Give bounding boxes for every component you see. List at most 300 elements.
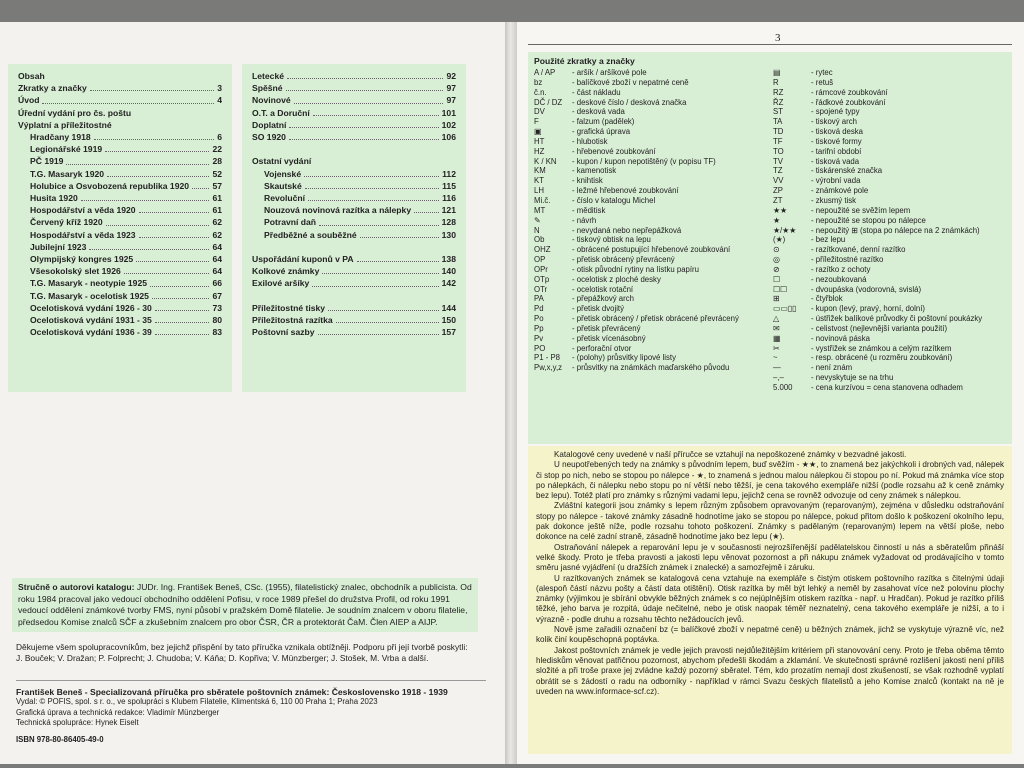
abbreviation-meaning: - nezoubkovaná: [811, 274, 867, 284]
toc-leader-dots: [319, 225, 439, 226]
toc-leader-dots: [155, 322, 210, 323]
toc-entry-page: 106: [441, 132, 456, 143]
toc-leader-dots: [139, 237, 210, 238]
toc-entry-title: Ocelotisková vydání 1931 - 35: [30, 315, 152, 326]
toc-entry: [18, 326, 222, 338]
abbreviation-row: [773, 265, 1006, 275]
toc-leader-dots: [155, 310, 210, 311]
abbreviation-row: [534, 98, 767, 108]
abbreviation-row: [534, 166, 767, 176]
abbreviation-row: [773, 88, 1006, 98]
toc-leader-dots: [89, 249, 209, 250]
toc-entry: [18, 314, 222, 326]
toc-entry-title: T.G. Masaryk 1920: [30, 168, 105, 179]
toc-entry-title: Hradčany 1918: [30, 132, 91, 143]
toc-entry: [18, 277, 222, 289]
abbreviation-row: [534, 353, 767, 363]
abbreviation-key: DV: [534, 107, 545, 117]
abbreviation-row: [534, 344, 767, 354]
toc-leader-dots: [305, 188, 439, 189]
toc-entry-title: Příležitostné tisky: [252, 302, 326, 313]
toc-entry-page: 116: [442, 193, 456, 204]
abbreviation-key: ✎: [534, 215, 541, 225]
abbreviation-row: [534, 314, 767, 324]
toc-entry: [252, 168, 456, 180]
body-paragraph: U razítkovaných známek se katalogová cena vztahuje na exempláře s čistým otiskem poštovního razítka s čitelnými údaji (alespoň částí názvu pošty a částí data otištění). Otisk razítka by měl být lehký a neměl by zasahovat více než polovinu plochy známky (výjimkou je sbírání obvykle běžných známek s co nejúplnějším otiskem razítka - např. u Hradčan). Pokud je razítko příliš těžké, jeho barva je rozpitá, údaje nečitelné, nebo je otisk naopak téměř neznatelný, cena takového exempláře je nižší, a to i výrazně - podle druhu a rozsahu těchto nežádoucích jevů.: [536, 573, 1004, 624]
toc-entry-title: Exilové aršíky: [252, 278, 310, 289]
abbreviation-key: R: [773, 77, 779, 87]
abbreviation-meaning: - tiskárenské značka: [811, 166, 883, 176]
toc-entry: [18, 180, 222, 192]
abbreviation-row: [534, 68, 767, 78]
abbreviation-row: [534, 127, 767, 137]
abbreviation-meaning: - přetisk vícenásobný: [572, 333, 646, 343]
toc-box-right: [242, 64, 466, 392]
abbreviation-meaning: - nepoužité se svěžím lepem: [811, 205, 911, 215]
abbreviation-key: LH: [534, 186, 544, 196]
abbreviation-meaning: - otisk původní rytiny na lístku papíru: [572, 264, 699, 274]
abbreviation-row: [534, 324, 767, 334]
toc-leader-dots: [414, 212, 439, 213]
abbreviation-meaning: - bez lepu: [811, 235, 846, 245]
abbreviation-row: [534, 226, 767, 236]
toc-entry: [252, 82, 456, 94]
abbreviation-row: [773, 275, 1006, 285]
abbreviation-row: [534, 137, 767, 147]
toc-entry: [18, 265, 222, 277]
abbreviation-key: TZ: [773, 166, 783, 176]
abbreviation-meaning: - nepoužité se stopou po nálepce: [811, 215, 926, 225]
author-text: JUDr. Ing. František Beneš, CSc. (1955), filatelistický znalec, obchodník a publicista. Od roku 1984 pracoval jako vedoucí obchodního oddělení Pofisu, v roce 1989 přešel do družstva Profil, od roku 1991 vedoucí oddělení známkové tvorby FMS, nyní působí v pražském Domě filatelie. Je soudním znalcem v oboru filatelie, předsedou Komise znalců SČF a zkušebním znalcem pro obor ČSR, ČR a protektorát ČaM. Člen AIEP a AIJP.: [18, 582, 472, 627]
abbreviation-meaning: - spojené typy: [811, 107, 860, 117]
abbreviation-meaning: - přetisk převrácený: [572, 323, 641, 333]
abbreviation-meaning: - perforační otvor: [572, 343, 632, 353]
toc-entry: [18, 192, 222, 204]
toc-entry: [252, 216, 456, 228]
toc-entry: [252, 241, 456, 253]
toc-leader-dots: [155, 334, 210, 335]
toc-leader-dots: [66, 164, 209, 165]
body-text: [528, 446, 1012, 754]
toc-entry-page: 138: [441, 254, 456, 265]
imprint-graphics: Grafická úprava a technická redakce: Vladimír Münzberger: [16, 707, 220, 717]
abbreviation-key: MT: [534, 205, 546, 215]
abbreviation-row: [534, 216, 767, 226]
toc-entry: [18, 302, 222, 314]
abbreviation-meaning: - kupon (levý, pravý, horní, dolní): [811, 304, 925, 314]
toc-entry-page: 61: [212, 193, 222, 204]
body-paragraph: U neupotřebených tedy na známky s původním lepem, buď svěžím - ★★, to znamená bez jakýchkoli i drobných vad, nálepek či stop po nich, nebo se stopou po nálepce - ★, to znamená s jednou malou nálepkou či stopou po ní. Pokud má známka více stop po nálepkách, či nálepku nebo stopu po ní větší nebo těžší, je cena takového exempláře nižší (podle rozsahu až k ceně známky bez lepu). Totéž platí pro známky s různými vadami lepu, jejichž cena se rovněž odvozuje od ceny známek s nálepkou.: [536, 460, 1004, 501]
abbreviation-row: [534, 363, 767, 373]
abbreviation-key: OHZ: [534, 245, 551, 255]
abbreviation-meaning: - rámcové zoubkování: [811, 87, 888, 97]
toc-entry: [18, 131, 222, 143]
toc-entry-title: Olympijský kongres 1925: [30, 254, 134, 265]
abbreviation-meaning: - tisková vada: [811, 156, 860, 166]
abbreviation-meaning: - hlubotisk: [572, 136, 608, 146]
abbreviation-row: [534, 334, 767, 344]
abbreviation-key: HT: [534, 136, 545, 146]
abbreviation-meaning: - dvoupáska (vodorovná, svislá): [811, 284, 922, 294]
abbreviation-key: ST: [773, 107, 783, 117]
toc-entry-title: Výplatní a příležitostné: [18, 119, 112, 130]
abbreviation-row: [773, 373, 1006, 383]
toc-entry-title: T.G. Masaryk - neotypie 1925: [30, 278, 148, 289]
toc-entry-page: 115: [442, 180, 456, 191]
toc-entry-title: Ocelotisková vydání 1926 - 30: [30, 302, 152, 313]
abbreviation-row: [534, 235, 767, 245]
toc-entry-page: 64: [212, 254, 222, 265]
abbreviation-meaning: - čtyřblok: [811, 294, 843, 304]
toc-entry-title: Hospodářství a věda 1920: [30, 205, 136, 216]
abbreviation-meaning: - nevydaná nebo nepřepážková: [572, 225, 682, 235]
abbreviation-key: –,–: [773, 373, 784, 383]
abbreviation-meaning: - retuš: [811, 77, 834, 87]
toc-entry: [252, 277, 456, 289]
toc-entry: [252, 70, 456, 82]
toc-box-left: [8, 64, 232, 392]
toc-entry-page: 102: [441, 119, 456, 130]
abbreviation-meaning: - knihtisk: [572, 176, 603, 186]
abbreviation-meaning: - kamenotisk: [572, 166, 617, 176]
toc-entry: [18, 82, 222, 94]
toc-entry: [252, 192, 456, 204]
abbreviation-key: TF: [773, 136, 783, 146]
abbreviation-key: TV: [773, 156, 783, 166]
abbreviation-key: OPr: [534, 264, 548, 274]
book-gutter: [505, 22, 517, 764]
abbreviation-row: [534, 147, 767, 157]
abbreviation-row: [534, 107, 767, 117]
abbreviation-key: DČ / DZ: [534, 97, 563, 107]
abbreviation-row: [534, 196, 767, 206]
abbreviation-meaning: - číslo v katalogu Michel: [572, 195, 656, 205]
abbreviation-meaning: - ocelotisk z ploché desky: [572, 274, 661, 284]
toc-entry: [252, 143, 456, 155]
toc-entry-page: 142: [441, 278, 456, 289]
abbreviation-meaning: - návrh: [572, 215, 597, 225]
abbreviation-key: —: [773, 363, 781, 373]
abbreviation-row: [534, 157, 767, 167]
abbreviation-key: TA: [773, 117, 783, 127]
toc-entry-title: Novinové: [252, 95, 291, 106]
abbreviation-key: ★/★★: [773, 225, 797, 235]
abbreviation-meaning: - balíčkové zboží v nepatrné ceně: [572, 77, 689, 87]
abbreviation-meaning: - resp. obrácené (u rozměru zoubkování): [811, 353, 953, 363]
abbreviation-meaning: - aršík / aršíkové pole: [572, 68, 647, 77]
toc-entry: [252, 155, 456, 167]
abbreviation-key: ⊞: [773, 294, 780, 304]
abbreviation-meaning: - rytec: [811, 68, 833, 77]
toc-entry-page: 112: [442, 168, 456, 179]
toc-entry-page: 3: [217, 83, 222, 94]
toc-entry-title: Revoluční: [264, 193, 306, 204]
abbreviation-row: [773, 226, 1006, 236]
abbreviation-meaning: - výrobní vada: [811, 176, 861, 186]
toc-entry: [18, 216, 222, 228]
abbreviation-key: Ob: [534, 235, 545, 245]
toc-entry: [18, 204, 222, 216]
toc-entry-title: Příležitostná razítka: [252, 315, 333, 326]
abbreviation-meaning: - razítkované, denní razítko: [811, 245, 906, 255]
toc-entry-page: 140: [441, 266, 456, 277]
toc-entry-title: Hospodářství a věda 1923: [30, 229, 136, 240]
abbreviation-row: [534, 255, 767, 265]
toc-column-2: [252, 70, 456, 338]
toc-entry-page: 64: [212, 266, 222, 277]
isbn: ISBN 978-80-86405-49-0: [16, 734, 104, 744]
abbreviation-key: ✉: [773, 323, 780, 333]
abbreviation-key: OP: [534, 255, 546, 265]
abbreviation-meaning: - průsvitky na známkách maďarského původu: [572, 363, 730, 373]
toc-entry-page: 97: [446, 83, 456, 94]
toc-entry-title: Holubice a Osvobozená republika 1920: [30, 180, 190, 191]
toc-leader-dots: [312, 286, 438, 287]
abbreviation-key: KT: [534, 176, 544, 186]
abbreviation-row: [534, 78, 767, 88]
toc-leader-dots: [308, 200, 439, 201]
toc-entry-title: Úřední vydání pro čs. poštu: [18, 107, 132, 118]
abbreviation-row: [773, 157, 1006, 167]
abbreviations-column-2: [773, 68, 1006, 393]
toc-leader-dots: [360, 237, 439, 238]
toc-entry-page: 83: [212, 327, 222, 338]
abbreviation-row: [773, 255, 1006, 265]
abbreviation-row: [773, 245, 1006, 255]
toc-entry: [252, 326, 456, 338]
body-paragraph: Katalogové ceny uvedené v naší příručce se vztahují na nepoškozené známky v bezvadné jakosti.: [554, 450, 907, 459]
body-paragraph: Zvláštní kategorii jsou známky s lepem různým způsobem opravovaným (reparovaným), zejména v důsledku odstraňování stopy po nálepce - takové známky zásadně hodnotíme jako se stopou po nálepce, pokud přitom došlo k poškození okolního lepu, pak dokonce ještě níže, podle rozsahu tohoto poškození. Známky s padělaným (reparovaným) lepem na větší ploše, nebo dokonce na celé zadní straně, zásadně hodnotíme jako bez lepu (★).: [536, 501, 1004, 542]
abbreviations-column-1: [534, 68, 767, 393]
toc-entry-page: 128: [441, 217, 456, 228]
abbreviation-meaning: - nevyskytuje se na trhu: [811, 373, 894, 383]
abbreviation-meaning: - není znám: [811, 363, 853, 373]
body-paragraph: Ostraňování nálepek a reparování lepu je v současnosti nejrozšířenější padělatelskou činností u nás a sběratelům přináší velké škody. Proto je třeba pravosti a jakosti lepu věnovat pozornost a při nákupu známek vyžadovat od prodávajícího v tomto směru jasné vyjádření (u dražších známek i znalecké) a samozřejmě i záruku.: [536, 542, 1004, 573]
abbreviation-row: [773, 186, 1006, 196]
toc-leader-dots: [42, 103, 214, 104]
toc-entry-title: Nouzová novinová razítka a nálepky: [264, 205, 412, 216]
abbreviation-meaning: - přetisk dvojitý: [572, 304, 624, 314]
abbreviation-key: ☐☐: [773, 284, 787, 294]
abbreviation-row: [773, 314, 1006, 324]
abbreviation-row: [773, 324, 1006, 334]
author-lead: Stručně o autorovi katalogu:: [18, 582, 135, 592]
toc-entry-page: 67: [212, 290, 222, 301]
imprint-technical: Technická spolupráce: Hynek Eiselt: [16, 718, 139, 728]
acknowledgements: Děkujeme všem spolupracovníkům, bez jejichž přispění by tato příručka vznikala obtížněji. Podporu při její tvorbě poskytli: J. Bouček; V. Dražan; P. Folprecht; J. Chudoba; V. Káňa; D. Kopřiva; V. Münzberger; J. Stošek, M. Vrba a další.: [16, 642, 468, 664]
abbreviation-meaning: - známkové pole: [811, 186, 869, 196]
toc-entry-page: 6: [217, 132, 222, 143]
toc-entry: [252, 302, 456, 314]
abbreviation-meaning: - zkusmý tisk: [811, 195, 857, 205]
abbreviation-meaning: - přetisk obrácený převrácený: [572, 255, 675, 265]
abbreviation-key: ☐: [773, 274, 780, 284]
abbreviation-meaning: - ocelotisk rotační: [572, 284, 634, 294]
toc-leader-dots: [150, 286, 209, 287]
toc-entry-page: 121: [441, 205, 456, 216]
abbreviation-meaning: - část nákladu: [572, 87, 621, 97]
author-box: [12, 578, 478, 632]
imprint-title: František Beneš - Specializovaná příručka pro sběratele poštovních známek: Československo 1918 - 1939: [16, 687, 448, 697]
abbreviation-key: TD: [773, 127, 784, 137]
toc-entry: [252, 119, 456, 131]
toc-leader-dots: [336, 322, 439, 323]
abbreviation-key: ▦: [773, 333, 781, 343]
toc-entry-page: 80: [212, 315, 222, 326]
abbreviation-key: A / AP: [534, 68, 556, 77]
toc-entry-title: SO 1920: [252, 132, 286, 143]
toc-entry: [18, 143, 222, 155]
abbreviation-meaning: - grafická úprava: [572, 127, 631, 137]
abbreviation-meaning: - měditisk: [572, 205, 606, 215]
header-rule: [528, 44, 1012, 45]
abbreviation-meaning: - ústřižek balíkové průvodky či poštovní poukázky: [811, 314, 983, 324]
toc-entry-title: Úvod: [18, 95, 40, 106]
abbreviation-row: [773, 98, 1006, 108]
abbreviation-row: [534, 186, 767, 196]
abbreviation-key: Mi.č.: [534, 195, 551, 205]
abbreviations-box: [528, 52, 1012, 444]
body-paragraph: Nově jsme zařadili označení bz (= balíčkové zboží v nepatrné ceně) u běžných známek, jichž se vyskytuje výrazně víc, než kolik činí koupěschopná poptávka.: [536, 625, 1004, 645]
abbreviation-row: [534, 176, 767, 186]
abbreviation-meaning: - vystřižek se známkou a celým razítkem: [811, 343, 952, 353]
toc-entry-page: 66: [212, 278, 222, 289]
toc-entry-title: Doplatní: [252, 119, 287, 130]
abbreviation-meaning: - kupon / kupon nepotištěný (v popisu TF): [572, 156, 716, 166]
abbreviation-meaning: - deskové číslo / desková značka: [572, 97, 687, 107]
toc-entry: [252, 204, 456, 216]
toc-leader-dots: [304, 176, 439, 177]
toc-entry-page: 28: [212, 156, 222, 167]
toc-entry-page: 4: [217, 95, 222, 106]
toc-entry: [18, 229, 222, 241]
abbreviation-key: (★): [773, 235, 786, 245]
toc-leader-dots: [287, 78, 443, 79]
abbreviation-meaning: - razítko z ochoty: [811, 264, 871, 274]
toc-entry-page: 97: [446, 95, 456, 106]
abbreviation-row: [773, 304, 1006, 314]
toc-entry-title: O.T. a Doruční: [252, 107, 310, 118]
abbreviation-key: Pp: [534, 323, 544, 333]
toc-entry-page: 61: [212, 205, 222, 216]
toc-entry-title: Předběžné a souběžné: [264, 229, 357, 240]
toc-entry-page: 101: [441, 107, 456, 118]
toc-entry: [18, 107, 222, 119]
toc-entry-page: 150: [441, 315, 456, 326]
toc-entry-title: Vojenské: [264, 168, 302, 179]
abbreviation-key: Pd: [534, 304, 544, 314]
abbreviation-key: bz: [534, 77, 543, 87]
toc-entry-title: Poštovní sazby: [252, 327, 315, 338]
abbreviation-meaning: - tisková deska: [811, 127, 864, 137]
abbreviation-key: ★★: [773, 205, 787, 215]
imprint: [16, 680, 486, 745]
toc-entry: [18, 119, 222, 131]
toc-entry-page: 62: [212, 229, 222, 240]
abbreviation-key: PA: [534, 294, 544, 304]
abbreviation-key: ▣: [534, 127, 542, 137]
abbreviation-row: [534, 285, 767, 295]
toc-leader-dots: [192, 188, 209, 189]
abbreviation-key: ZT: [773, 195, 783, 205]
toc-entry-title: Husita 1920: [30, 193, 78, 204]
abbreviation-row: [534, 294, 767, 304]
abbreviation-row: [773, 334, 1006, 344]
toc-leader-dots: [322, 273, 438, 274]
toc-entry-page: 22: [212, 144, 222, 155]
abbreviation-meaning: - tiskový arch: [811, 117, 857, 127]
imprint-publisher: Vydal: © POFIS, spol. s r. o., ve spolupráci s Klubem Filatelie, Klimentská 6, 110 00 Praha 1; Praha 2023: [16, 697, 378, 707]
abbreviation-key: KM: [534, 166, 546, 176]
toc-entry-page: 57: [212, 180, 222, 191]
toc-leader-dots: [357, 261, 439, 262]
abbreviation-key: TO: [773, 146, 784, 156]
abbreviation-key: OTp: [534, 274, 550, 284]
abbreviation-row: [773, 107, 1006, 117]
toc-entry: [18, 253, 222, 265]
toc-entry-title: Červený kříž 1920: [30, 217, 103, 228]
toc-leader-dots: [289, 127, 438, 128]
toc-leader-dots: [294, 103, 444, 104]
toc-entry: [252, 107, 456, 119]
toc-entry: [252, 253, 456, 265]
abbreviation-row: [534, 265, 767, 275]
toc-entry-page: 130: [441, 229, 456, 240]
abbreviation-meaning: - novinová páska: [811, 333, 870, 343]
abbreviation-meaning: - řádkové zoubkování: [811, 97, 886, 107]
abbreviation-row: [773, 196, 1006, 206]
abbreviation-row: [773, 363, 1006, 373]
toc-leader-dots: [289, 139, 439, 140]
toc-entry: [252, 180, 456, 192]
toc-entry: [18, 155, 222, 167]
toc-leader-dots: [124, 273, 210, 274]
toc-entry: [18, 290, 222, 302]
toc-entry-page: 157: [441, 327, 456, 338]
abbreviation-row: [773, 344, 1006, 354]
toc-leader-dots: [106, 225, 210, 226]
abbreviation-row: [773, 176, 1006, 186]
abbreviation-row: [773, 117, 1006, 127]
abbreviation-key: F: [534, 117, 539, 127]
toc-leader-dots: [152, 298, 209, 299]
toc-leader-dots: [107, 176, 209, 177]
toc-entry-page: 144: [441, 302, 456, 313]
abbreviation-row: [773, 285, 1006, 295]
abbreviation-meaning: - přepážkový arch: [572, 294, 634, 304]
toc-leader-dots: [90, 90, 214, 91]
abbreviation-key: Pv: [534, 333, 544, 343]
toc-heading: Obsah: [18, 71, 45, 81]
toc-entry-title: Všesokolský slet 1926: [30, 266, 121, 277]
toc-leader-dots: [313, 115, 439, 116]
abbreviation-meaning: - desková vada: [572, 107, 625, 117]
toc-entry-title: Ocelotisková vydání 1936 - 39: [30, 327, 152, 338]
abbreviation-key: N: [534, 225, 540, 235]
toc-entry: [252, 265, 456, 277]
abbreviation-row: [773, 147, 1006, 157]
abbreviation-key: K / KN: [534, 156, 557, 166]
abbreviation-row: [773, 137, 1006, 147]
toc-entry: [18, 168, 222, 180]
toc-entry-title: Zkratky a značky: [18, 83, 87, 94]
abbreviation-row: [773, 235, 1006, 245]
toc-entry-title: Potravní daň: [264, 217, 317, 228]
abbreviation-meaning: - tarifní období: [811, 146, 862, 156]
toc-leader-dots: [139, 212, 210, 213]
abbreviation-meaning: - příležitostné razítko: [811, 255, 884, 265]
toc-leader-dots: [286, 90, 444, 91]
